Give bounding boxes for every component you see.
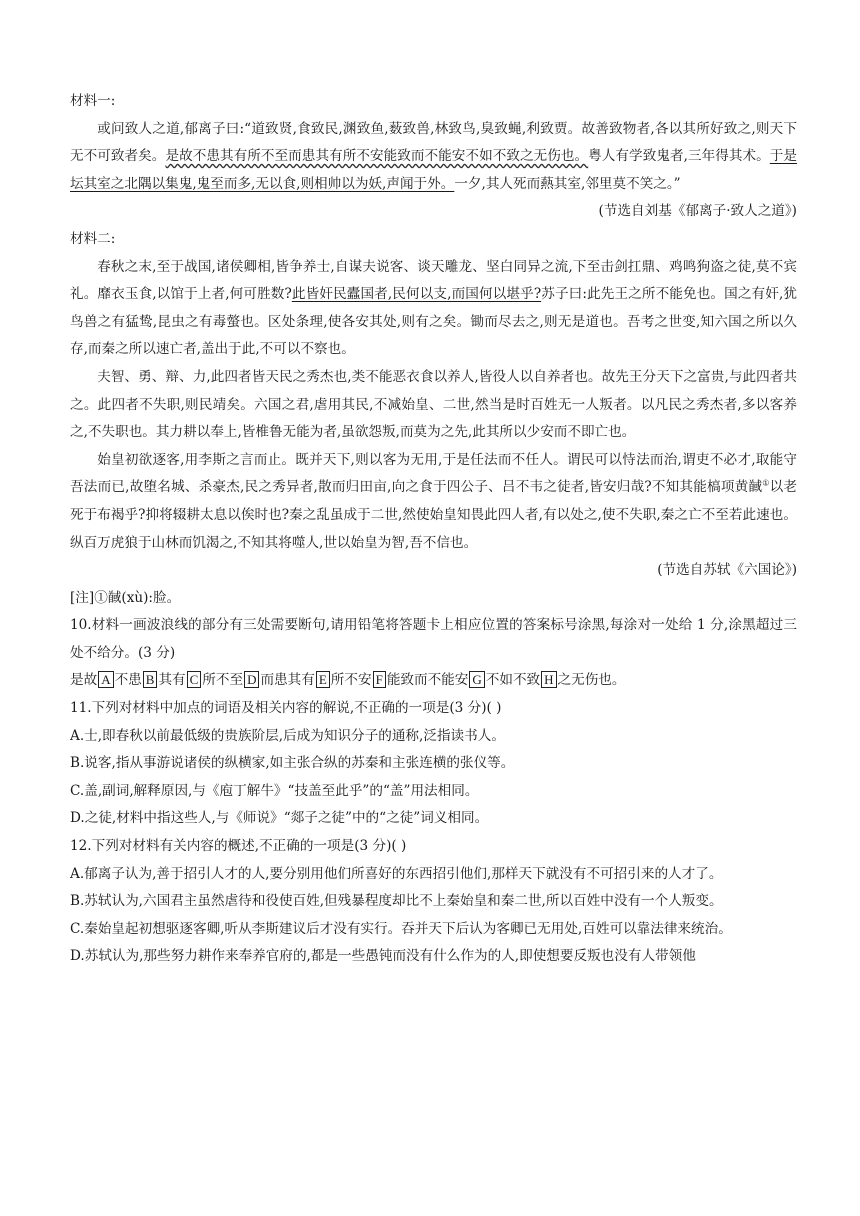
q10-seg: 其有 xyxy=(158,672,186,689)
q12-option-c: C.秦始皇起初想驱逐客卿,听从李斯建议后才没有实行。吞并天下后认为客卿已无用处,百姓可以靠法律来统治。 xyxy=(70,920,732,937)
answer-box[interactable]: H xyxy=(541,671,556,688)
q10-seg: 所不至 xyxy=(202,672,244,689)
question-12-stem: 12.下列对材料有关内容的概述,不正确的一项是(3 分)( ) xyxy=(70,838,407,855)
footnote-marker: ① xyxy=(762,478,770,488)
q11-option-c: C.盖,副词,解释原因,与《庖丁解牛》“技盖至此乎”的“盖”用法相同。 xyxy=(70,782,479,799)
answer-box[interactable]: F xyxy=(373,671,386,688)
question-10-stem: 10.材料一画波浪线的部分有三处需要断句,请用铅笔将答题卡上相应位置的答案标号涂黑,每涂对一处给 1 分,涂黑超过三处不给分。(3 分) xyxy=(70,617,797,661)
q11-option-a: A.士,即春秋以前最低级的贵族阶层,后成为知识分子的通称,泛指读书人。 xyxy=(70,727,505,744)
q10-seg: 是故 xyxy=(70,672,98,689)
material2-paragraph-1 xyxy=(70,254,797,364)
material1-text-c: 一夕,其人死而爇其室,邻里莫不笑之。” xyxy=(454,175,681,192)
material1-passage xyxy=(70,116,797,199)
q10-seg: 之无伤也。 xyxy=(557,672,626,689)
q10-seg: 而患其有 xyxy=(260,672,315,689)
answer-box[interactable]: E xyxy=(316,671,330,688)
q11-option-b: B.说客,指从事游说诸侯的纵横家,如主张合纵的苏秦和主张连横的张仪等。 xyxy=(70,755,515,772)
q10-seg: 不患 xyxy=(114,672,142,689)
material2-p3-text-b: 以老死于布褐乎?抑将辍耕太息以俟时也?秦之乱虽成于二世,然使始皇知畏此四人者,有以处之,使不失职,秦之亡不至若此速也。纵百万虎狼于山林而饥渴之,不知其将噬人,世以始皇为智,吾不信也。 xyxy=(70,479,798,551)
material2-source: (节选自苏轼《六国论》) xyxy=(657,562,797,579)
material2-label: 材料二: xyxy=(70,230,116,247)
answer-box[interactable]: D xyxy=(244,671,259,688)
document-page xyxy=(70,88,797,971)
material1-text-b: 粤人有学致鬼者,三年得其术。 xyxy=(588,148,770,165)
footnote: [注]①馘(xù):脸。 xyxy=(70,589,181,606)
material2-p3-text-a: 始皇初欲逐客,用李斯之言而止。既并天下,则以客为无用,于是任法而不任人。谓民可以恃法而治,谓吏不必才,取能守吾法而已,故堕名城、杀豪杰,民之秀异者,散而归田亩,向之食于四公子、吕不韦之徒者,皆安归哉?不知其能槁项黄馘 xyxy=(70,451,797,496)
q11-option-d: D.之徒,材料中指这些人,与《师说》“郯子之徒”中的“之徒”词义相同。 xyxy=(70,810,489,827)
material2-p1-text-b: 苏子曰:此先王之所不能免也。国之有奸,犹鸟兽之有猛鸷,昆虫之有毒螫也。区处条理,使各安其处,则有之矣。锄而尽去之,则无是道也。吾考之世变,知六国之所以久存,而秦之所以速亡者,盖出于此,不可以不察也。 xyxy=(70,286,798,358)
q10-seg: 能致而不能安 xyxy=(386,672,469,689)
q10-seg: 所不安 xyxy=(330,672,372,689)
material1-text-a: 或问致人之道,郁离子曰:“道致贤,食致民,渊致鱼,薮致兽,林致鸟,臭致蝇,利致贾。故善致物者,各以其所好致之,则天下无不可致者矣。 xyxy=(70,120,797,165)
answer-box[interactable]: A xyxy=(98,671,113,688)
q12-option-d: D.苏轼认为,那些努力耕作来奉养官府的,都是一些愚钝而没有什么作为的人,即使想要反叛也没有人带领他 xyxy=(70,948,696,965)
answer-box[interactable]: C xyxy=(187,671,202,688)
answer-box[interactable]: B xyxy=(143,671,158,688)
q10-seg: 不如不致 xyxy=(485,672,541,689)
underlined-sentence-2: 此皆奸民蠹国者,民何以支,而国何以堪乎? xyxy=(291,286,542,303)
material2-paragraph-2: 夫智、勇、辩、力,此四者皆天民之秀杰也,类不能恶衣食以养人,皆役人以自养者也。故先王分天下之富贵,与此四者共之。此四者不失职,则民靖矣。六国之君,虐用其民,不减始皇、二世,然当是时百姓无一人叛者。以凡民之秀杰者,多以客养之,不失职也。其力耕以奉上,皆椎鲁无能为者,虽欲怨叛,而莫为之先,此其所以少安而不即亡也。 xyxy=(70,368,797,441)
question-11-stem: 11.下列对材料中加点的词语及相关内容的解说,不正确的一项是(3 分)( ) xyxy=(70,700,502,717)
q12-option-b: B.苏轼认为,六国君主虽然虐待和役使百姓,但残暴程度却比不上秦始皇和秦二世,所以百姓中没有一个人叛变。 xyxy=(70,893,723,910)
answer-box[interactable]: G xyxy=(469,671,484,688)
material2-paragraph-3 xyxy=(70,447,797,557)
material1-source: (节选自刘基《郁离子·致人之道》) xyxy=(598,203,797,220)
material2-p1-text-a: 春秋之末,至于战国,诸侯卿相,皆争养士,自谋夫说客、谈天雕龙、坚白同异之流,下至击剑扛鼎、鸡鸣狗盗之徒,莫不宾礼。靡衣玉食,以馆于上者,何可胜数? xyxy=(70,258,797,303)
wavy-line-sentence: 是故不患其有所不至而患其有所不安能致而不能安不如不致之无伤也。 xyxy=(165,148,589,165)
material1-label: 材料一: xyxy=(70,93,116,109)
question-10-sentence xyxy=(70,667,797,695)
q12-option-a: A.郁离子认为,善于招引人才的人,要分别用他们所喜好的东西招引他们,那样天下就没有不可招引来的人才了。 xyxy=(70,865,723,882)
underlined-sentence-1: 于是坛其室之北隅以集鬼,鬼至而多,无以食,则相帅以为妖,声闻于外。 xyxy=(70,148,798,192)
